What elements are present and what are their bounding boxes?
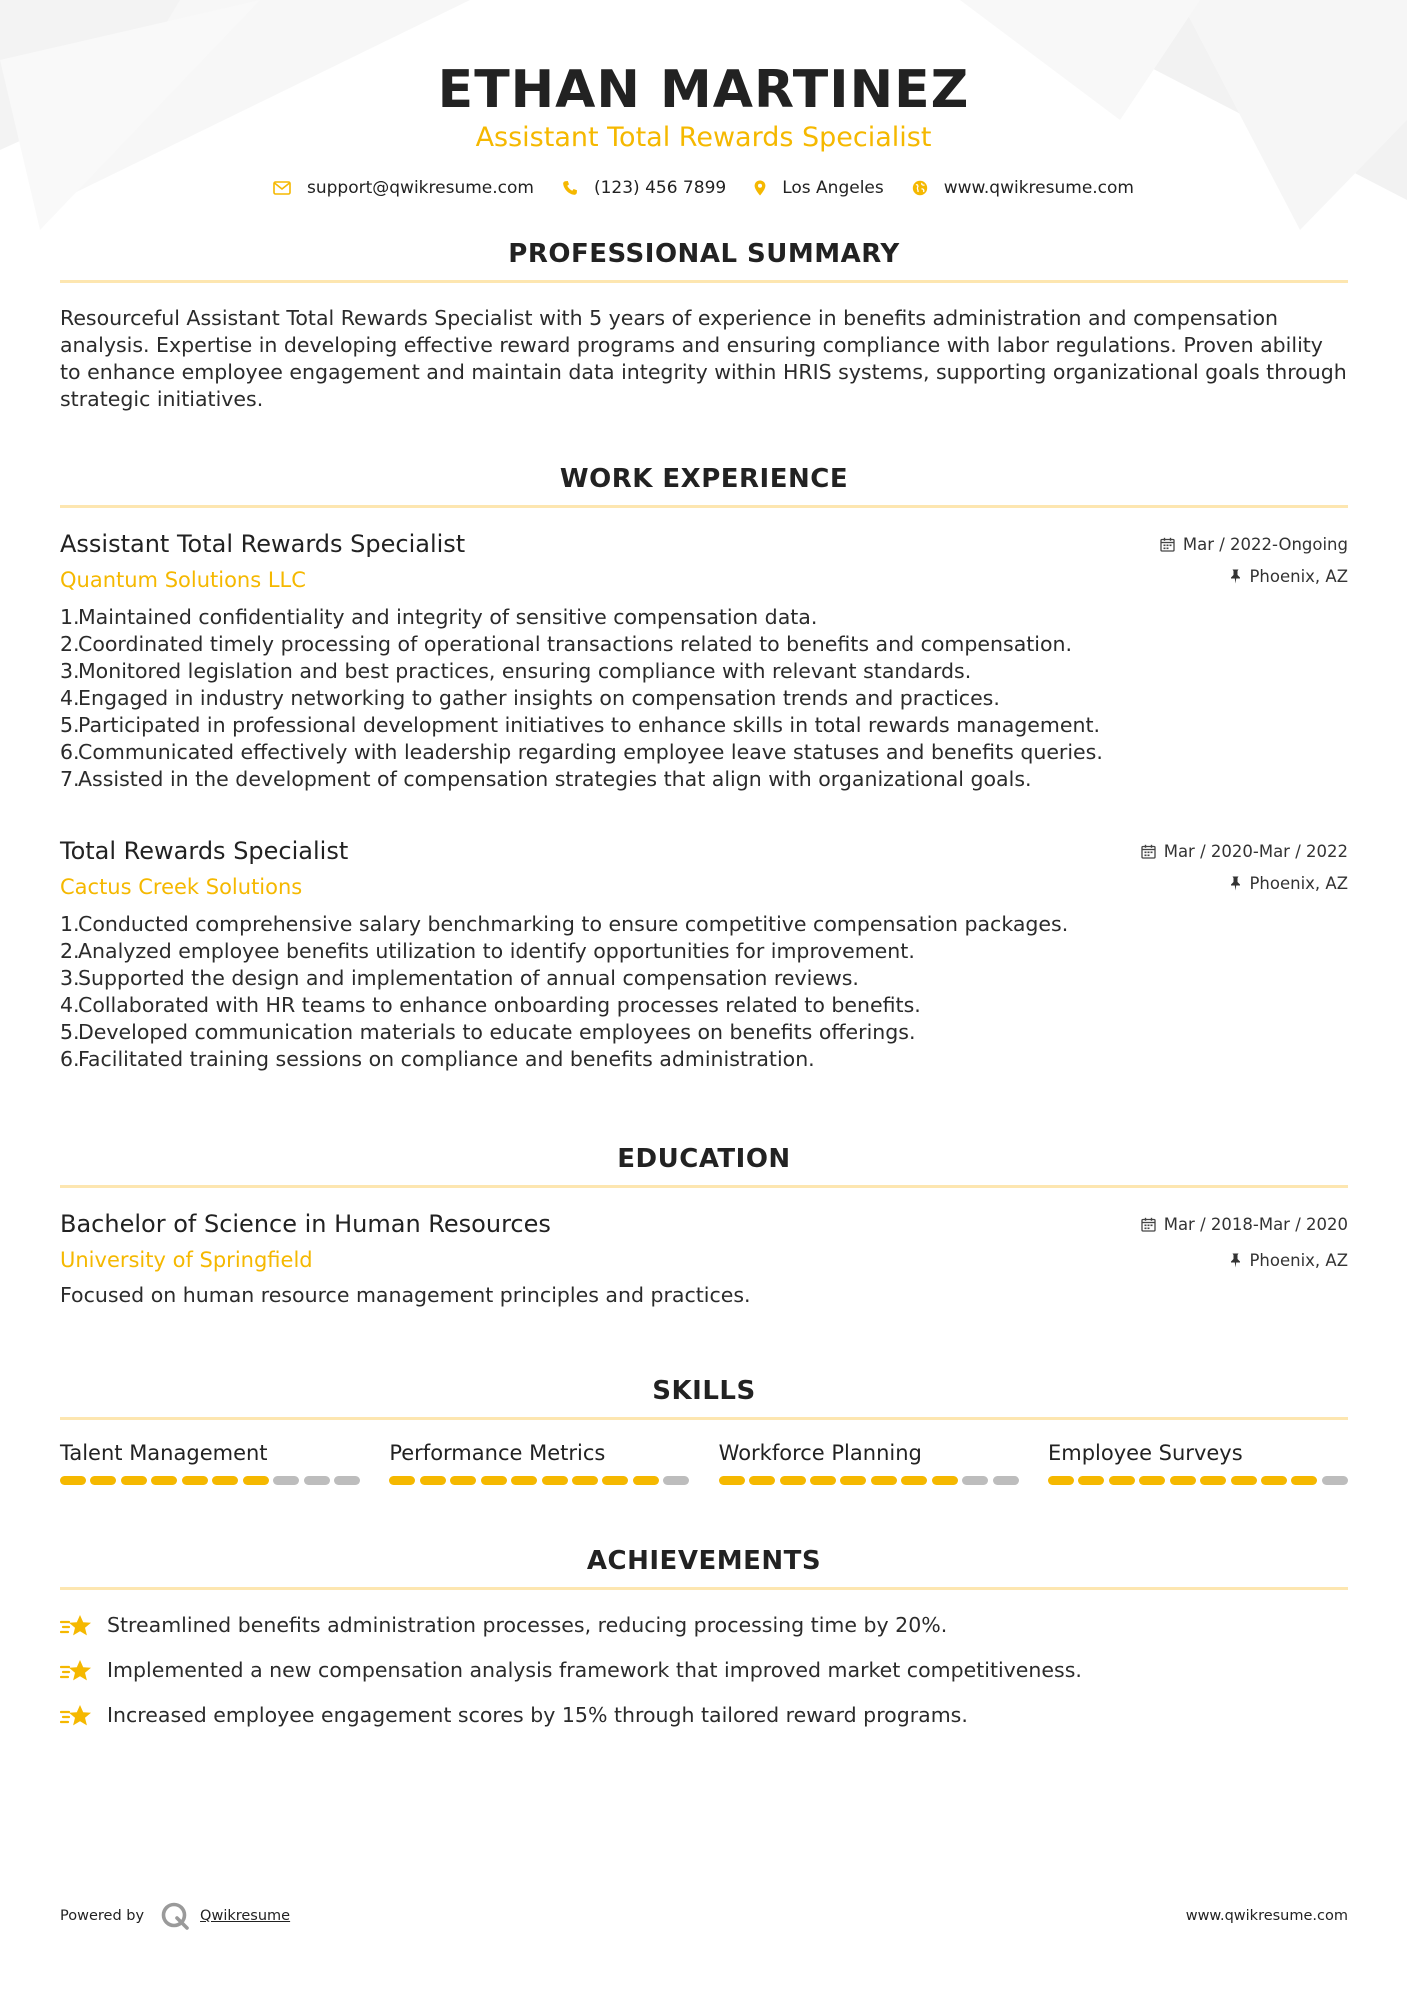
- list-item: 1. Conducted comprehensive salary benchmarking to ensure competitive compensation packages.: [60, 912, 1069, 936]
- achievements-section: [60, 1545, 1348, 1729]
- map-pin-icon: [754, 180, 766, 196]
- list-item: 4. Engaged in industry networking to gather insights on compensation trends and practices.: [60, 686, 1000, 710]
- summary-text: Resourceful Assistant Total Rewards Specialist with 5 years of experience in benefits administration and compensation analysis. Expertise in developing effective reward programs and ensuring compliance with labor regulations. Proven ability to enhance employee engagement and maintain data integrity within HRIS systems, supporting organizational goals through strategic initiatives.: [60, 306, 1347, 411]
- list-item: 3. Monitored legislation and best practices, ensuring compliance with relevant standards.: [60, 659, 972, 683]
- rating-segment-filled: [810, 1476, 836, 1485]
- section-divider: [60, 280, 1348, 283]
- education-location-text: Phoenix, AZ: [1249, 1250, 1348, 1270]
- job-dates-text: Mar / 2020-Mar / 2022: [1163, 841, 1348, 861]
- rating-segment-filled: [749, 1476, 775, 1485]
- skill-item: [60, 1440, 360, 1485]
- rating-segment-filled: [182, 1476, 208, 1485]
- experience-section: [60, 463, 1348, 1073]
- rating-segment-filled: [780, 1476, 806, 1485]
- list-item: 5. Participated in professional development initiatives to enhance skills in total rewards management.: [60, 713, 1101, 737]
- pushpin-icon: [1230, 1253, 1241, 1268]
- rating-segment-filled: [932, 1476, 958, 1485]
- section-divider: [60, 1587, 1348, 1590]
- rating-segment-filled: [1231, 1476, 1257, 1485]
- section-divider: [60, 1185, 1348, 1188]
- rating-segment-filled: [90, 1476, 116, 1485]
- list-item: 6. Communicated effectively with leadership regarding employee leave statuses and benefits queries.: [60, 740, 1103, 764]
- powered-by-text: Powered by: [60, 1908, 145, 1924]
- achievement-item: [60, 1612, 1348, 1639]
- rating-segment-filled: [633, 1476, 659, 1485]
- globe-icon: [912, 180, 928, 196]
- job-company: Cactus Creek Solutions: [60, 875, 303, 899]
- list-item: 4. Collaborated with HR teams to enhance onboarding processes related to benefits.: [60, 993, 921, 1017]
- rating-segment-empty: [663, 1476, 689, 1485]
- shooting-star-icon: [60, 1613, 92, 1639]
- calendar-icon: [1141, 1217, 1156, 1232]
- footer-website-link[interactable]: www.qwikresume.com: [1185, 1908, 1348, 1924]
- contact-email[interactable]: [273, 178, 534, 198]
- resume-header: [0, 0, 1407, 201]
- rating-segment-filled: [1109, 1476, 1135, 1485]
- skill-item: [719, 1440, 1019, 1485]
- rating-segment-filled: [1078, 1476, 1104, 1485]
- rating-segment-filled: [243, 1476, 269, 1485]
- skill-rating-bar: [719, 1476, 1019, 1485]
- location-text: Los Angeles: [782, 178, 884, 198]
- skills-heading: SKILLS: [652, 1376, 756, 1406]
- education-location: [1141, 1249, 1348, 1271]
- rating-segment-filled: [871, 1476, 897, 1485]
- rating-segment-empty: [273, 1476, 299, 1485]
- skill-name: Workforce Planning: [718, 1441, 922, 1465]
- contact-website[interactable]: [912, 178, 1134, 198]
- job-bullets: [60, 911, 1348, 1073]
- rating-segment-filled: [1170, 1476, 1196, 1485]
- skill-item: [389, 1440, 689, 1485]
- education-heading: EDUCATION: [617, 1144, 791, 1174]
- contact-bar: [0, 175, 1407, 201]
- achievements-heading: ACHIEVEMENTS: [586, 1546, 822, 1576]
- footer-branding: [60, 1901, 290, 1931]
- page-footer: [60, 1898, 1348, 1934]
- job-location-text: Phoenix, AZ: [1249, 873, 1348, 893]
- shooting-star-icon: [60, 1658, 92, 1684]
- pushpin-icon: [1230, 569, 1241, 584]
- skill-item: [1048, 1440, 1348, 1485]
- rating-segment-filled: [840, 1476, 866, 1485]
- education-meta: [1141, 1213, 1348, 1271]
- rating-segment-filled: [602, 1476, 628, 1485]
- skill-name: Employee Surveys: [1047, 1441, 1243, 1465]
- rating-segment-empty: [334, 1476, 360, 1485]
- envelope-icon: [273, 181, 291, 195]
- education-entry: [60, 1209, 1348, 1309]
- job-location-text: Phoenix, AZ: [1249, 566, 1348, 586]
- pushpin-icon: [1230, 876, 1241, 891]
- job-title: Total Rewards Specialist: [60, 837, 349, 865]
- email-text: support@qwikresume.com: [307, 178, 534, 198]
- candidate-name: ETHAN MARTINEZ: [437, 60, 970, 120]
- achievement-text: Increased employee engagement scores by 15% through tailored reward programs.: [107, 1703, 968, 1727]
- job-title: Assistant Total Rewards Specialist: [60, 530, 466, 558]
- job-entry: [60, 836, 1348, 1073]
- job-dates: [1141, 840, 1348, 862]
- list-item: 2. Analyzed employee benefits utilization to identify opportunities for improvement.: [60, 939, 915, 963]
- phone-icon: [562, 180, 578, 196]
- list-item: 2. Coordinated timely processing of operational transactions related to benefits and compensation.: [60, 632, 1073, 656]
- shooting-star-icon: [60, 1703, 92, 1729]
- rating-segment-filled: [1291, 1476, 1317, 1485]
- qwikresume-logo-icon: [160, 1901, 190, 1931]
- rating-segment-filled: [450, 1476, 476, 1485]
- rating-segment-filled: [901, 1476, 927, 1485]
- experience-heading: WORK EXPERIENCE: [559, 464, 849, 494]
- achievement-item: [60, 1702, 1348, 1729]
- achievements-list: [60, 1612, 1348, 1729]
- rating-segment-filled: [212, 1476, 238, 1485]
- rating-segment-filled: [481, 1476, 507, 1485]
- website-text: www.qwikresume.com: [943, 178, 1134, 198]
- job-location: [1160, 565, 1348, 587]
- skill-rating-bar: [1048, 1476, 1348, 1485]
- rating-segment-empty: [962, 1476, 988, 1485]
- rating-segment-filled: [1139, 1476, 1165, 1485]
- summary-heading: PROFESSIONAL SUMMARY: [508, 239, 900, 269]
- rating-segment-filled: [1200, 1476, 1226, 1485]
- rating-segment-filled: [511, 1476, 537, 1485]
- rating-segment-filled: [572, 1476, 598, 1485]
- education-dates-text: Mar / 2018-Mar / 2020: [1163, 1214, 1348, 1234]
- achievement-item: [60, 1657, 1348, 1684]
- education-section: [60, 1143, 1348, 1309]
- skill-rating-bar: [60, 1476, 360, 1485]
- education-description: Focused on human resource management principles and practices.: [60, 1283, 751, 1307]
- summary-section: [60, 238, 1348, 413]
- job-meta: [1160, 533, 1348, 587]
- skill-rating-bar: [389, 1476, 689, 1485]
- list-item: 5. Developed communication materials to educate employees on benefits offerings.: [60, 1020, 916, 1044]
- job-company: Quantum Solutions LLC: [60, 568, 306, 592]
- contact-phone[interactable]: [562, 178, 726, 198]
- brand-link[interactable]: Qwikresume: [200, 1908, 291, 1924]
- calendar-icon: [1141, 844, 1156, 859]
- skills-list: [60, 1440, 1348, 1485]
- rating-segment-filled: [420, 1476, 446, 1485]
- education-dates: [1141, 1213, 1348, 1235]
- section-divider: [60, 505, 1348, 508]
- job-bullets: [60, 604, 1348, 793]
- skills-section: [60, 1375, 1348, 1485]
- rating-segment-filled: [151, 1476, 177, 1485]
- rating-segment-filled: [719, 1476, 745, 1485]
- job-dates: [1160, 533, 1348, 555]
- rating-segment-filled: [542, 1476, 568, 1485]
- contact-location: [754, 178, 884, 198]
- rating-segment-filled: [1261, 1476, 1287, 1485]
- rating-segment-filled: [60, 1476, 86, 1485]
- list-item: 3. Supported the design and implementation of annual compensation reviews.: [60, 966, 859, 990]
- rating-segment-filled: [389, 1476, 415, 1485]
- list-item: 6. Facilitated training sessions on compliance and benefits administration.: [60, 1047, 815, 1071]
- achievement-text: Streamlined benefits administration processes, reducing processing time by 20%.: [107, 1613, 948, 1637]
- job-entry: [60, 529, 1348, 793]
- job-meta: [1141, 840, 1348, 894]
- rating-segment-empty: [304, 1476, 330, 1485]
- degree-title: Bachelor of Science in Human Resources: [60, 1210, 551, 1238]
- rating-segment-filled: [121, 1476, 147, 1485]
- candidate-title: Assistant Total Rewards Specialist: [475, 122, 932, 153]
- skill-name: Talent Management: [60, 1441, 268, 1465]
- section-divider: [60, 1417, 1348, 1420]
- job-dates-text: Mar / 2022-Ongoing: [1182, 534, 1348, 554]
- rating-segment-empty: [993, 1476, 1019, 1485]
- rating-segment-filled: [1048, 1476, 1074, 1485]
- achievement-text: Implemented a new compensation analysis framework that improved market competitiveness.: [107, 1658, 1082, 1682]
- job-location: [1141, 872, 1348, 894]
- list-item: 7. Assisted in the development of compensation strategies that align with organizational goals.: [60, 767, 1032, 791]
- calendar-icon: [1160, 537, 1175, 552]
- school-name: University of Springfield: [60, 1248, 313, 1272]
- skill-name: Performance Metrics: [389, 1441, 606, 1465]
- rating-segment-empty: [1322, 1476, 1348, 1485]
- phone-text: (123) 456 7899: [593, 178, 727, 198]
- list-item: 1. Maintained confidentiality and integrity of sensitive compensation data.: [60, 605, 818, 629]
